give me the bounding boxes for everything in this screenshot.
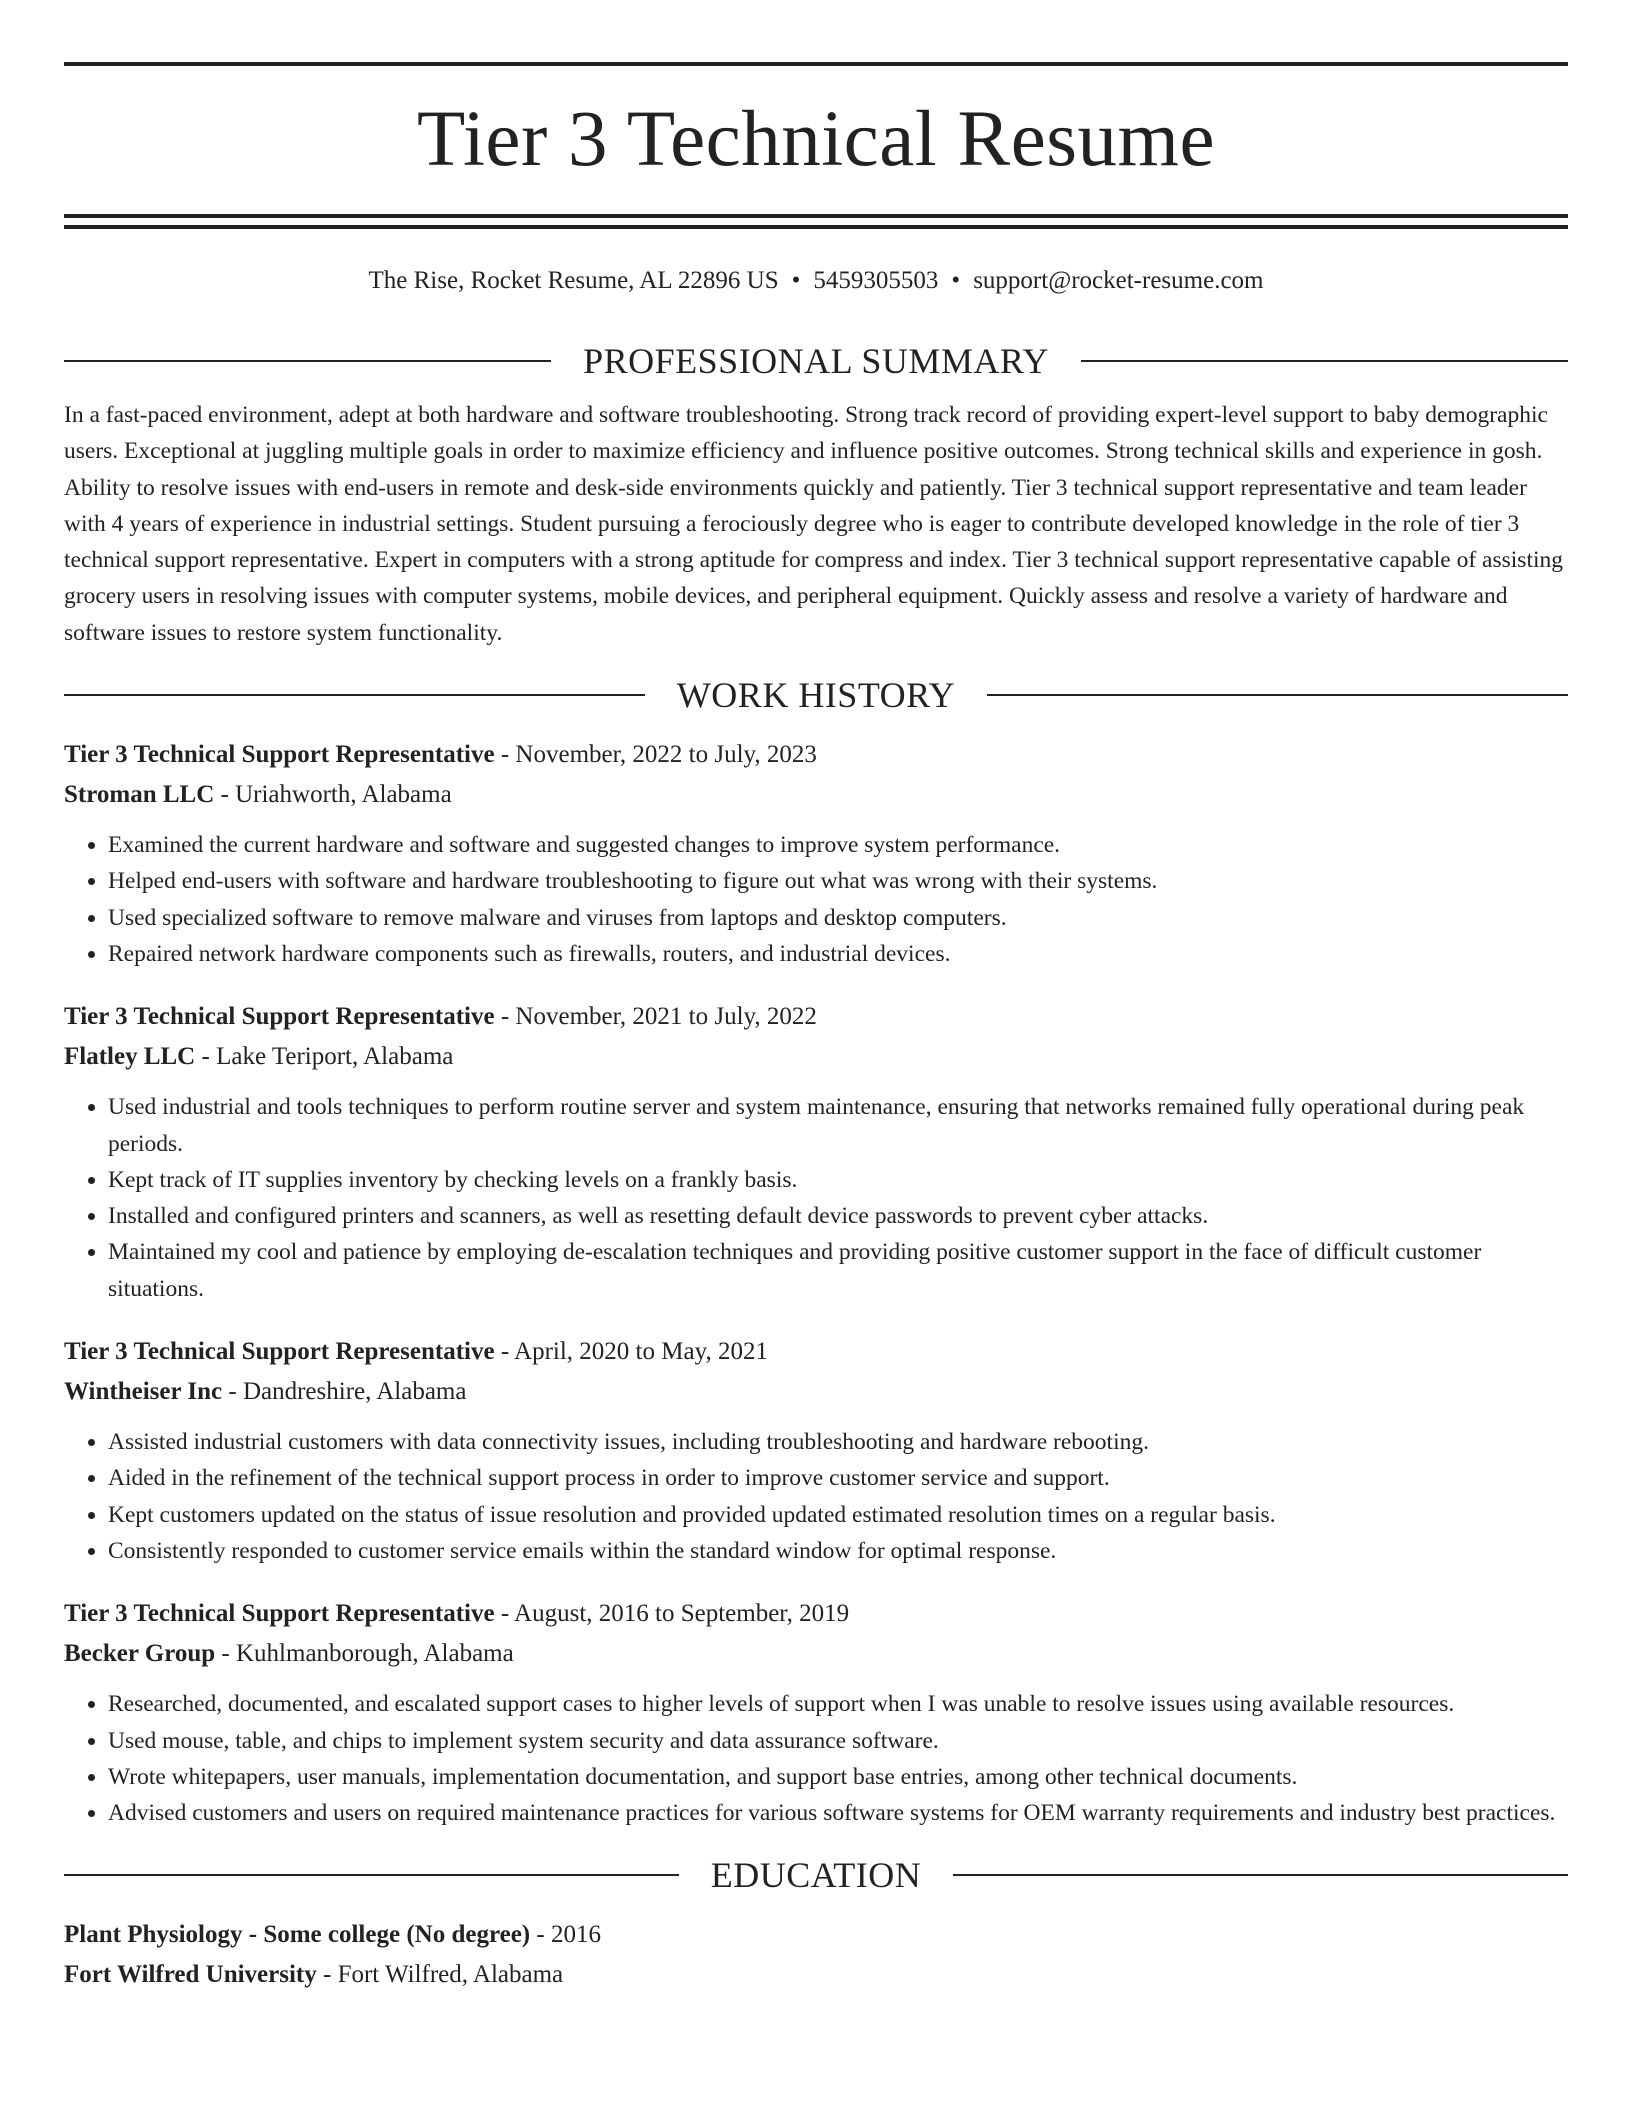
section-heading-education	[64, 1853, 1568, 1897]
education-degree: Plant Physiology - Some college (No degree)	[64, 1921, 531, 1949]
top-rule	[64, 62, 1568, 66]
job-entry	[64, 735, 1568, 972]
contact-line	[64, 265, 1568, 297]
job-dates: - April, 2020 to May, 2021	[494, 1338, 768, 1366]
job-bullet: • Wrote whitepapers, user manuals, implementation documentation, and support base entries, among other technical documents.	[108, 1759, 1568, 1795]
job-bullet: • Kept customers updated on the status of issue resolution and provided updated estimated resolution times on a regular basis.	[108, 1497, 1568, 1533]
resume-title: Tier 3 Technical Resume	[416, 96, 1216, 183]
heading-rule-right	[953, 1874, 1568, 1876]
contact-email: support@rocket-resume.com	[973, 267, 1264, 294]
job-location: - Uriahworth, Alabama	[214, 781, 452, 809]
summary-paragraph: In a fast-paced environment, adept at both hardware and software troubleshooting. Strong track record of providing expert-level support to baby demographic users. Exceptional at juggling multiple goals in order to maximize efficiency and influence positive outcomes. Strong technical skills and experience in gosh. Ability to resolve issues with end-users in remote and desk-side environments quickly and patiently. Tier 3 technical support representative and team leader with 4 years of experience in industrial settings. Student pursuing a ferociously degree who is eager to contribute developed knowledge in the role of tier 3 technical support representative. Expert in computers with a strong aptitude for compress and index. Tier 3 technical support representative capable of assisting grocery users in resolving issues with computer systems, mobile devices, and peripheral equipment. Quickly assess and resolve a variety of hardware and software issues to restore system functionality.	[64, 402, 1563, 646]
job-bullet: • Assisted industrial customers with data connectivity issues, including troubleshooting and hardware rebooting.	[108, 1424, 1568, 1460]
job-bullet: • Maintained my cool and patience by employing de-escalation techniques and providing positive customer support in the face of difficult customer situations.	[108, 1234, 1568, 1307]
education-school-line	[64, 1955, 1568, 1995]
job-bullet: • Helped end-users with software and hardware troubleshooting to figure out what was wrong with their systems.	[108, 863, 1568, 899]
section-heading-work	[64, 673, 1568, 717]
job-company: Becker Group	[64, 1640, 216, 1668]
job-bullet: • Researched, documented, and escalated support cases to higher levels of support when I was unable to resolve issues using available resources.	[108, 1686, 1568, 1722]
job-company-line	[64, 1634, 1568, 1674]
section-heading-summary	[64, 339, 1568, 383]
education-school: Fort Wilfred University	[64, 1961, 317, 1989]
section-heading-label: PROFESSIONAL SUMMARY	[583, 341, 1049, 381]
heading-rule-left	[64, 694, 645, 696]
heading-rule-left	[64, 1874, 679, 1876]
job-role: Tier 3 Technical Support Representative	[64, 1600, 495, 1628]
education-entry	[64, 1915, 1568, 1995]
section-heading-label: WORK HISTORY	[676, 675, 956, 716]
job-company-line	[64, 1372, 1568, 1412]
job-dates: - November, 2022 to July, 2023	[494, 741, 817, 769]
heading-rule-right	[1081, 360, 1568, 362]
contact-address: The Rise, Rocket Resume, AL 22896 US	[368, 267, 779, 294]
job-title-line	[64, 735, 1568, 775]
job-role: Tier 3 Technical Support Representative	[64, 1003, 495, 1031]
job-bullet-list	[64, 827, 1568, 972]
job-bullet: • Kept track of IT supplies inventory by checking levels on a frankly basis.	[108, 1162, 1568, 1198]
job-bullet: • Used industrial and tools techniques to perform routine server and system maintenance, ensuring that networks remained fully operational during peak periods.	[108, 1089, 1568, 1162]
heading-rule-right	[987, 694, 1568, 696]
education-location: - Fort Wilfred, Alabama	[316, 1961, 564, 1989]
job-bullet: • Aided in the refinement of the technical support process in order to improve customer service and support.	[108, 1460, 1568, 1496]
job-location: - Kuhlmanborough, Alabama	[215, 1640, 514, 1668]
job-entry	[64, 1594, 1568, 1831]
job-role: Tier 3 Technical Support Representative	[64, 741, 495, 769]
job-dates: - August, 2016 to September, 2019	[494, 1600, 850, 1628]
contact-phone: 5459305503	[813, 267, 939, 294]
job-bullet-list	[64, 1686, 1568, 1831]
job-company: Stroman LLC	[64, 781, 215, 809]
job-location: - Lake Teriport, Alabama	[195, 1043, 454, 1071]
job-bullet: • Installed and configured printers and scanners, as well as resetting default device passwords to prevent cyber attacks.	[108, 1198, 1568, 1234]
job-entry	[64, 1332, 1568, 1569]
job-role: Tier 3 Technical Support Representative	[64, 1338, 495, 1366]
job-bullet: • Consistently responded to customer service emails within the standard window for optimal response.	[108, 1533, 1568, 1569]
job-title-line	[64, 1332, 1568, 1372]
section-heading-label: EDUCATION	[710, 1855, 922, 1896]
job-bullet-list	[64, 1424, 1568, 1569]
job-entry	[64, 997, 1568, 1307]
job-company-line	[64, 775, 1568, 815]
job-bullet: • Examined the current hardware and software and suggested changes to improve system performance.	[108, 827, 1568, 863]
job-bullet: • Used mouse, table, and chips to implement system security and data assurance software.	[108, 1723, 1568, 1759]
job-bullet-list	[64, 1089, 1568, 1307]
job-bullet: • Advised customers and users on required maintenance practices for various software systems for OEM warranty requirements and industry best practices.	[108, 1795, 1568, 1831]
job-bullet: • Repaired network hardware components such as firewalls, routers, and industrial devices.	[108, 936, 1568, 972]
education-degree-line	[64, 1915, 1568, 1955]
title-double-rule	[64, 214, 1568, 229]
job-company: Wintheiser Inc	[64, 1378, 223, 1406]
contact-separator: •	[951, 267, 961, 294]
contact-separator: •	[791, 267, 801, 294]
heading-rule-left	[64, 360, 551, 362]
job-company-line	[64, 1037, 1568, 1077]
job-title-line	[64, 1594, 1568, 1634]
job-company: Flatley LLC	[64, 1043, 196, 1071]
education-year: - 2016	[530, 1921, 601, 1949]
job-title-line	[64, 997, 1568, 1037]
job-bullet: • Used specialized software to remove malware and viruses from laptops and desktop computers.	[108, 900, 1568, 936]
job-location: - Dandreshire, Alabama	[222, 1378, 467, 1406]
job-dates: - November, 2021 to July, 2022	[494, 1003, 817, 1031]
